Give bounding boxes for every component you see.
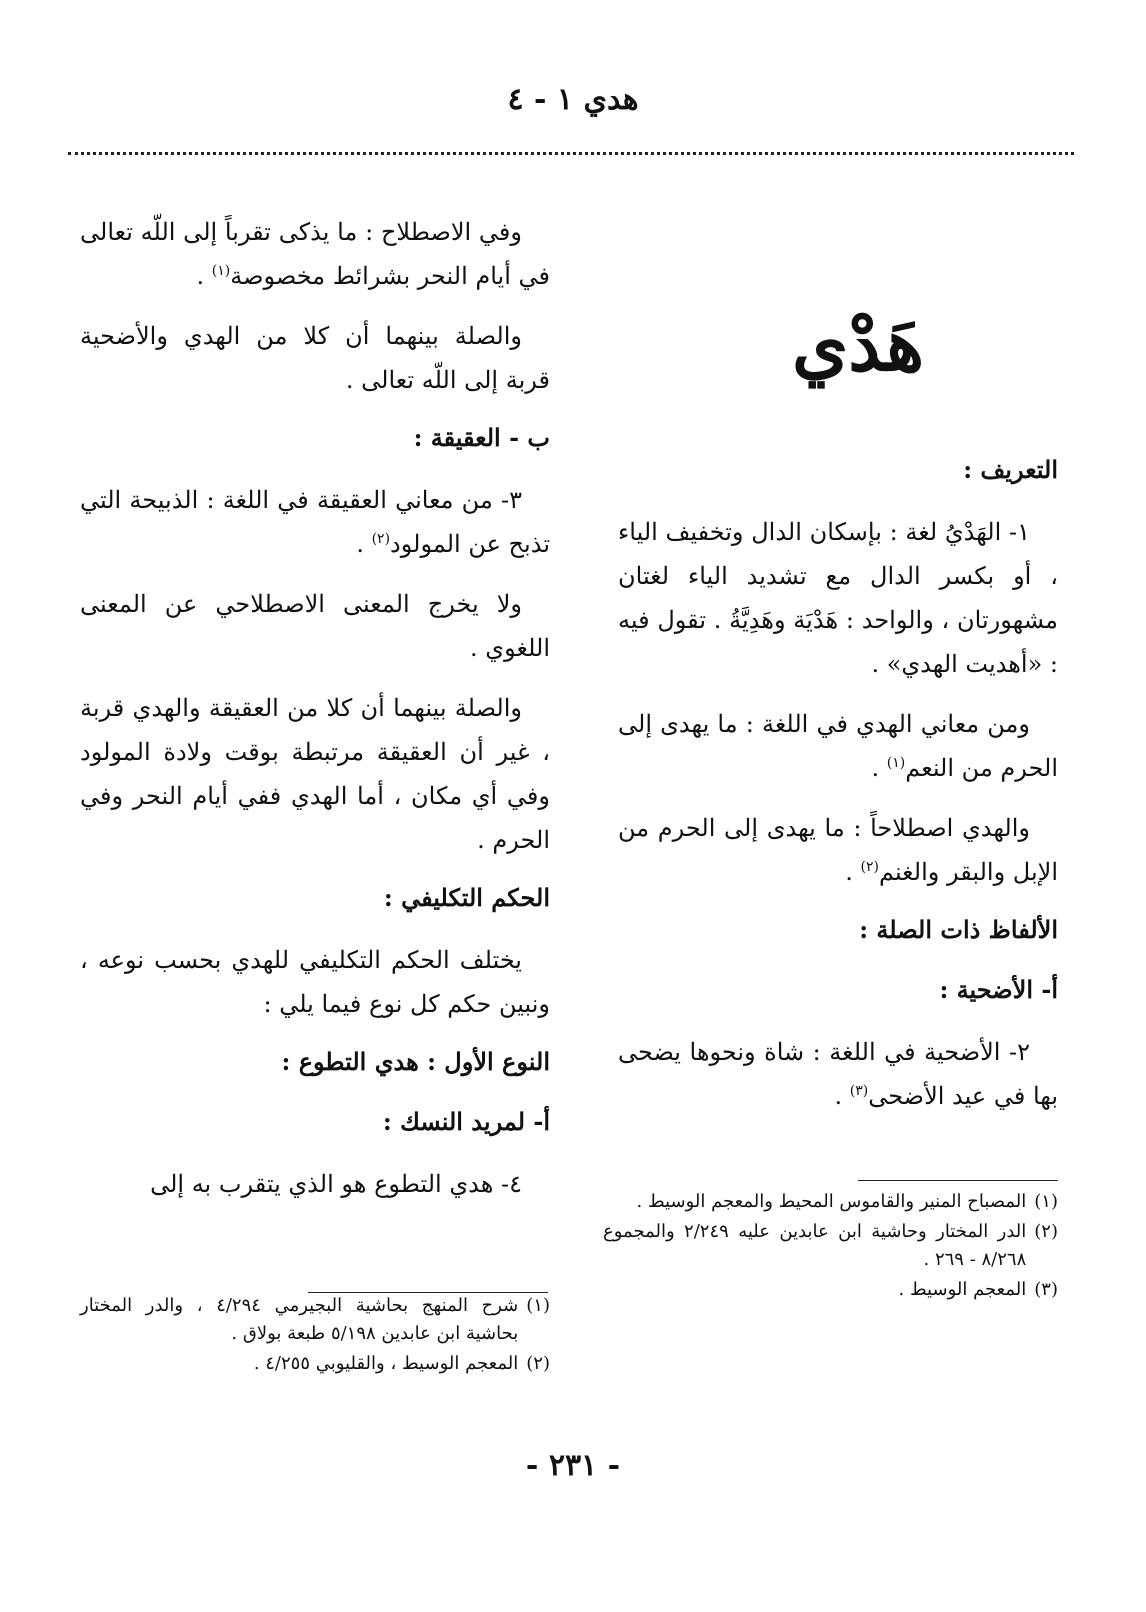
subheading-udhiya: أ- الأضحية : [939, 975, 1058, 1004]
paragraph-3: والهدي اصطلاحاً : ما يهدى إلى الحرم من الإبل والبقر والغنم$^{(٢)}$ . [618, 814, 1058, 886]
right-column [618, 210, 1058, 1134]
footnotes-left [80, 1292, 550, 1380]
paragraph-11: ٤- هدي التطوع هو الذي يتقرب به إلى [150, 1170, 522, 1198]
footnote-ref: (٢) [371, 531, 391, 547]
entry-title: هَدْي [791, 302, 925, 387]
paragraph-1: ١- الهَدْيُ لغة : بإسكان الدال وتخفيف الياء ، أو بكسر الدال مع تشديد الياء لغتان مشهورتان ، والواحد : هَدْيَة وهَدِيَّةُ . تقول فيه : «أهديت الهدي» . [618, 518, 1058, 678]
header-dotted-rule [68, 152, 1074, 155]
footnote-item: (٢) الدر المختار وحاشية ابن عابدين عليه ٢/٢٤٩ والمجموع ٨/٢٦٨ - ٢٦٩ . [603, 1221, 1058, 1270]
footnote-ref: (٣) [849, 1083, 869, 1099]
definition-heading: التعريف : [963, 455, 1058, 484]
subheading-aqiqa: ب - العقيقة : [413, 423, 550, 452]
page-number: - ٢٣١ - [525, 1448, 621, 1483]
footnote-item: (٣) المعجم الوسيط . [898, 1279, 1058, 1300]
footnote-item: (١) المصباح المنير والقاموس المحيط والمعجم الوسيط . [636, 1191, 1058, 1212]
footnote-ref: (١) [211, 263, 231, 279]
paragraph-10: يختلف الحكم التكليفي للهدي بحسب نوعه ، ونبين حكم كل نوع فيما يلي : [80, 946, 550, 1018]
subheading-nusuk: أ- لمريد النسك : [382, 1107, 550, 1136]
paragraph-8: ولا يخرج المعنى الاصطلاحي عن المعنى اللغوي . [80, 590, 550, 662]
footnote-item: (٢) المعجم الوسيط ، والقليوبي ٤/٢٥٥ . [253, 1353, 550, 1374]
type1-heading: النوع الأول : هدي التطوع : [281, 1047, 550, 1076]
paragraph-5: وفي الاصطلاح : ما يذكى تقرباً إلى اللّه تعالى في أيام النحر بشرائط مخصوصة$^{(١)}$ . [80, 218, 550, 290]
paragraph-6: والصلة بينهما أن كلا من الهدي والأضحية قربة إلى اللّه تعالى . [80, 322, 550, 394]
paragraph-2: ومن معاني الهدي في اللغة : ما يهدى إلى الحرم من النعم$^{(١)}$ . [618, 710, 1058, 782]
paragraph-7: ٣- من معاني العقيقة في اللغة : الذبيحة التي تذبح عن المولود$^{(٢)}$ . [80, 486, 550, 558]
footnote-ref: (١) [886, 755, 906, 771]
paragraph-9: والصلة بينهما أن كلا من العقيقة والهدي قربة ، غير أن العقيقة مرتبطة بوقت ولادة المولود وفي أي مكان ، أما الهدي ففي أيام النحر وفي الحرم . [80, 694, 550, 854]
running-head: هدي ١ - ٤ [507, 82, 639, 117]
footnotes-right [603, 1188, 1058, 1306]
footnote-item: (١) شرح المنهج بحاشية البجيرمي ٤/٢٩٤ ، والدر المختار بحاشية ابن عابدين ٥/١٩٨ طبعة بولاق . [80, 1295, 550, 1344]
paragraph-4: ٢- الأضحية في اللغة : شاة ونحوها يضحى بها في عيد الأضحى$^{(٣)}$ . [618, 1038, 1058, 1110]
footnote-ref: (٢) [860, 859, 879, 875]
footnote-rule-right [858, 1180, 1058, 1181]
related-terms-heading: الألفاظ ذات الصلة : [859, 915, 1058, 944]
left-column [80, 210, 550, 1222]
ruling-heading: الحكم التكليفي : [383, 883, 550, 912]
